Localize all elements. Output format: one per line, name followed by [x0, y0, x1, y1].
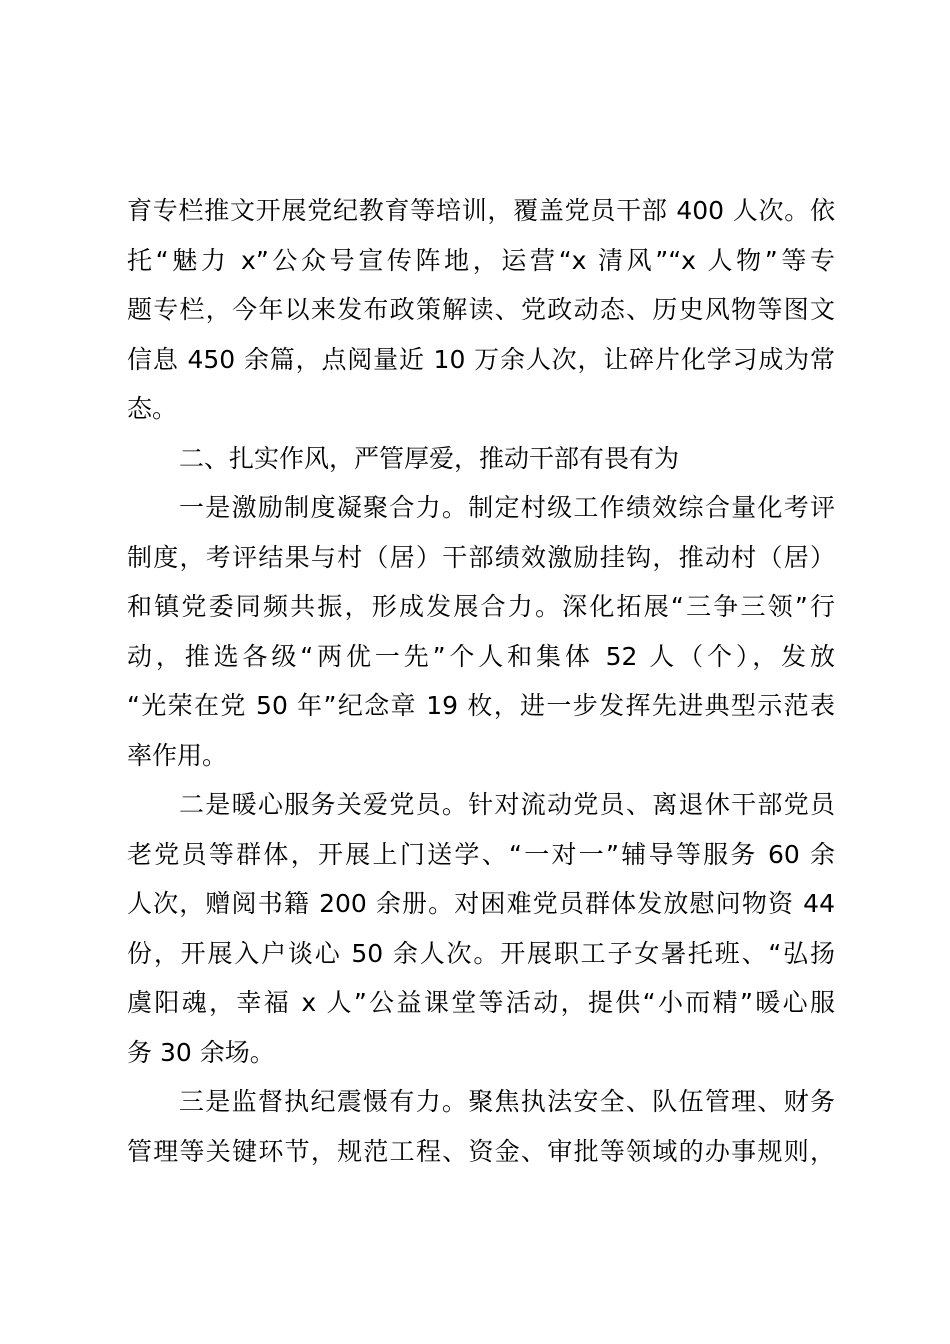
paragraph-continuation	[127, 186, 835, 434]
text-line: 动，推选各级“两优一先”个人和集体 52 人（个），发放	[127, 641, 835, 671]
text-line: 老党员等群体，开展上门送学、“一对一”辅导等服务 60 余	[127, 839, 835, 869]
text-line: 和镇党委同频共振，形成发展合力。深化拓展“三争三领”行	[127, 592, 835, 621]
document-body	[127, 186, 835, 1176]
text-line: 管理等关键环节，规范工程、资金、审批等领域的办事规则，	[127, 1136, 835, 1166]
heading-text: 二、扎实作风，严管厚爱，推动干部有畏有为	[179, 443, 680, 473]
paragraph-incentive-system	[127, 483, 835, 780]
paragraph-supervision	[127, 1077, 835, 1176]
text-line: 育专栏推文开展党纪教育等培训，覆盖党员干部 400 人次。依	[127, 196, 835, 225]
paragraph-caring-service	[127, 780, 835, 1077]
text-line: 虞阳魂，幸福 x 人”公益课堂等活动，提供“小而精”暖心服	[127, 988, 835, 1017]
text-line: “光荣在党 50 年”纪念章 19 枚，进一步发挥先进典型示范表	[127, 691, 835, 720]
text-line: 份，开展入户谈心 50 余人次。开展职工子女暑托班、“弘扬	[127, 938, 835, 968]
text-line: 托“魅力 x”公众号宣传阵地，运营“x 清风”“x 人物”等专	[127, 245, 835, 275]
text-line: 题专栏，今年以来发布政策解读、党政动态、历史风物等图文	[127, 295, 835, 324]
text-line: 二是暖心服务关爱党员。针对流动党员、离退休干部党员	[179, 790, 835, 819]
text-line: 态。	[127, 394, 178, 423]
text-line: 务 30 余场。	[127, 1037, 275, 1067]
text-line: 人次，赠阅书籍 200 余册。对困难党员群体发放慰问物资 44	[127, 889, 835, 918]
text-line: 制度，考评结果与村（居）干部绩效激励挂钩，推动村（居）	[127, 542, 835, 572]
text-line: 率作用。	[127, 740, 228, 770]
text-line: 信息 450 余篇，点阅量近 10 万余人次，让碎片化学习成为常	[127, 344, 835, 374]
text-line: 一是激励制度凝聚合力。制定村级工作绩效综合量化考评	[179, 493, 835, 522]
section-heading	[127, 434, 835, 484]
text-line: 三是监督执纪震慑有力。聚焦执法安全、队伍管理、财务	[179, 1087, 835, 1116]
